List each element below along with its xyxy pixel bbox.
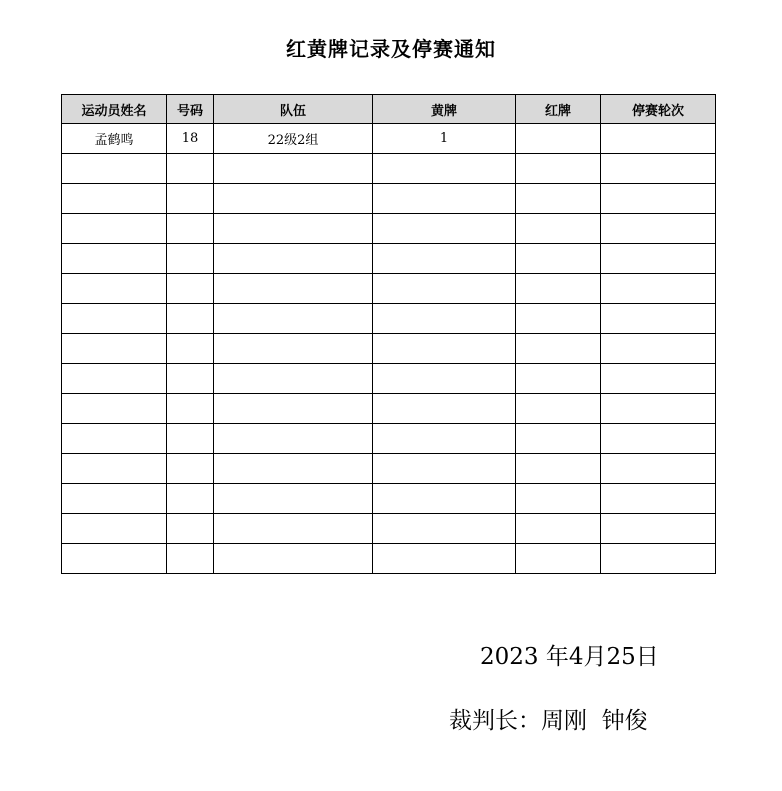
cell-suspension-rounds — [601, 274, 716, 304]
cell-red-card — [516, 364, 601, 394]
cell-number — [167, 424, 214, 454]
cell-red-card — [516, 544, 601, 574]
cell-athlete-name — [62, 454, 167, 484]
cell-team — [214, 544, 373, 574]
cell-yellow-card — [373, 184, 516, 214]
cell-number — [167, 334, 214, 364]
cell-team — [214, 424, 373, 454]
cell-red-card — [516, 124, 601, 154]
cell-number — [167, 364, 214, 394]
cell-team — [214, 184, 373, 214]
cell-suspension-rounds — [601, 394, 716, 424]
chief-referee-line — [449, 702, 648, 735]
table-header-row — [62, 95, 716, 124]
cell-red-card — [516, 214, 601, 244]
cell-team — [214, 364, 373, 394]
cell-red-card — [516, 454, 601, 484]
cell-yellow-card — [373, 454, 516, 484]
table-row — [62, 214, 716, 244]
cell-suspension-rounds — [601, 124, 716, 154]
cell-athlete-name — [62, 394, 167, 424]
cell-athlete-name — [62, 304, 167, 334]
cell-yellow-card — [373, 424, 516, 454]
cell-yellow-card — [373, 364, 516, 394]
cell-suspension-rounds — [601, 244, 716, 274]
cell-yellow-card: 1 — [373, 124, 516, 154]
cell-yellow-card — [373, 514, 516, 544]
cell-team — [214, 274, 373, 304]
table-row — [62, 514, 716, 544]
header-athlete-name: 运动员姓名 — [62, 95, 167, 124]
table-row — [62, 424, 716, 454]
cell-number — [167, 304, 214, 334]
table-row — [62, 364, 716, 394]
cell-number — [167, 454, 214, 484]
cell-athlete-name: 孟鹤鸣 — [62, 124, 167, 154]
cell-red-card — [516, 184, 601, 214]
cell-athlete-name — [62, 334, 167, 364]
cell-yellow-card — [373, 304, 516, 334]
cell-athlete-name — [62, 484, 167, 514]
header-yellow-card: 黄牌 — [373, 95, 516, 124]
cell-number — [167, 484, 214, 514]
cell-number — [167, 214, 214, 244]
cell-team — [214, 394, 373, 424]
cell-yellow-card — [373, 334, 516, 364]
cell-team — [214, 304, 373, 334]
cell-suspension-rounds — [601, 454, 716, 484]
cell-yellow-card — [373, 244, 516, 274]
cell-yellow-card — [373, 154, 516, 184]
cell-red-card — [516, 484, 601, 514]
table-row — [62, 184, 716, 214]
cell-athlete-name — [62, 214, 167, 244]
chief-referee-names: 周刚 钟俊 — [541, 708, 648, 734]
cell-suspension-rounds — [601, 214, 716, 244]
cell-suspension-rounds — [601, 484, 716, 514]
cell-suspension-rounds — [601, 424, 716, 454]
cell-red-card — [516, 334, 601, 364]
cell-red-card — [516, 244, 601, 274]
cell-team — [214, 514, 373, 544]
cell-suspension-rounds — [601, 184, 716, 214]
cell-team: 22级2组 — [214, 124, 373, 154]
cell-athlete-name — [62, 364, 167, 394]
table-row — [62, 394, 716, 424]
cell-suspension-rounds — [601, 304, 716, 334]
cell-suspension-rounds — [601, 364, 716, 394]
cell-athlete-name — [62, 514, 167, 544]
table-row — [62, 334, 716, 364]
table-row — [62, 544, 716, 574]
header-number: 号码 — [167, 95, 214, 124]
cell-suspension-rounds — [601, 154, 716, 184]
cell-athlete-name — [62, 544, 167, 574]
card-record-table — [61, 94, 716, 574]
cell-number — [167, 394, 214, 424]
cell-suspension-rounds — [601, 334, 716, 364]
cell-athlete-name — [62, 244, 167, 274]
cell-team — [214, 484, 373, 514]
cell-yellow-card — [373, 544, 516, 574]
header-suspension-rounds: 停赛轮次 — [601, 95, 716, 124]
table-row — [62, 274, 716, 304]
cell-number — [167, 154, 214, 184]
cell-yellow-card — [373, 214, 516, 244]
cell-number — [167, 184, 214, 214]
table-row — [62, 484, 716, 514]
table-body — [62, 124, 716, 574]
table-row — [62, 454, 716, 484]
cell-number — [167, 514, 214, 544]
cell-red-card — [516, 424, 601, 454]
cell-red-card — [516, 394, 601, 424]
document-title: 红黄牌记录及停赛通知 — [286, 37, 496, 61]
header-red-card: 红牌 — [516, 95, 601, 124]
header-team: 队伍 — [214, 95, 373, 124]
signing-date: 2023 年4月25日 — [480, 644, 659, 670]
cell-red-card — [516, 274, 601, 304]
table-row — [62, 154, 716, 184]
cell-team — [214, 334, 373, 364]
cell-yellow-card — [373, 484, 516, 514]
cell-suspension-rounds — [601, 514, 716, 544]
cell-team — [214, 154, 373, 184]
cell-suspension-rounds — [601, 544, 716, 574]
cell-red-card — [516, 154, 601, 184]
cell-team — [214, 244, 373, 274]
cell-athlete-name — [62, 274, 167, 304]
cell-number — [167, 544, 214, 574]
table-row — [62, 244, 716, 274]
cell-team — [214, 214, 373, 244]
cell-red-card — [516, 514, 601, 544]
cell-yellow-card — [373, 394, 516, 424]
cell-athlete-name — [62, 154, 167, 184]
cell-team — [214, 454, 373, 484]
cell-red-card — [516, 304, 601, 334]
chief-referee-label: 裁判长： — [449, 708, 541, 734]
cell-number — [167, 274, 214, 304]
table-row — [62, 124, 716, 154]
cell-yellow-card — [373, 274, 516, 304]
cell-athlete-name — [62, 424, 167, 454]
table-row — [62, 304, 716, 334]
cell-number — [167, 244, 214, 274]
cell-athlete-name — [62, 184, 167, 214]
cell-number: 18 — [167, 124, 214, 154]
